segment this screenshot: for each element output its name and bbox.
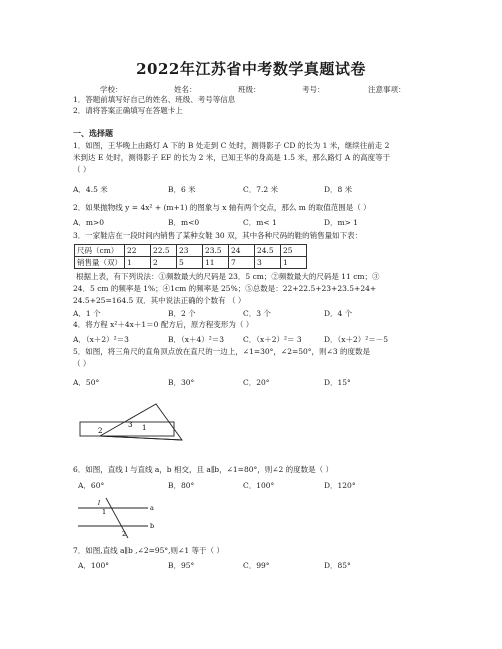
- q5-option-d: D．15°: [324, 378, 351, 387]
- q1-line3: （ ）: [73, 165, 91, 174]
- q4-option-b: B．（x＋4）²＝3: [168, 335, 225, 344]
- line-label-b: b: [150, 522, 155, 530]
- q7-stem: 7．如图,直线 a∥b ,∠2=95°,则∠1 等于（ ）: [73, 546, 224, 555]
- q1-line1: 1．如图，王华晚上由路灯 A 下的 B 处走到 C 处时，测得影子 CD 的长为 1 米，继续往前走 2: [73, 141, 390, 150]
- angle-label-3: 3: [128, 421, 133, 429]
- q2-option-a: A．m>0: [73, 218, 105, 227]
- note-2: 2．请将答案正确填写在答题卡上: [73, 106, 183, 115]
- q2-stem: 2．如果抛物线 y = 4x² + (m+1) 的图象与 x 轴有两个交点，那么 m 的取值范围是（ ）: [73, 203, 371, 212]
- q5-option-c: C．20°: [243, 378, 270, 387]
- q1-option-d: D．8 米: [324, 185, 353, 194]
- q4-option-d: D．（x＋2）²＝－5: [324, 335, 389, 344]
- note-1: 1．答题前填写好自己的姓名、班级、考号等信息: [73, 95, 236, 104]
- q5-line2: （ ）: [73, 359, 91, 368]
- q4-stem: 4．将方程 x²＋4x＋1＝0 配方后，原方程变形为（ ）: [73, 320, 254, 329]
- table-cell: 3: [255, 257, 281, 269]
- ruler-triangle-figure: [78, 400, 188, 442]
- exam-no-label: 考号：: [302, 85, 325, 94]
- name-label: 姓名：: [174, 85, 197, 94]
- angle-label-1: 1: [102, 508, 107, 516]
- table-row: [75, 257, 307, 269]
- q7-option-b: B．95°: [168, 561, 195, 570]
- angle-label-2: 2: [98, 427, 103, 435]
- table-cell: 24: [229, 245, 255, 257]
- q2-option-c: C．m< 1: [243, 218, 277, 227]
- table-cell: 5: [177, 257, 203, 269]
- table-cell: 销售量（双）: [75, 257, 125, 269]
- q1-option-a: A．4.5 米: [73, 185, 108, 194]
- q1-line2: 米到达 E 处时，测得影子 EF 的长为 2 米，已知王华的身高是 1.5 米，那么路灯 A 的高度等于: [73, 153, 391, 162]
- section-heading: 一、选择题: [73, 128, 113, 138]
- q7-option-c: C．99°: [243, 561, 270, 570]
- q2-option-d: D．m> 1: [324, 218, 359, 227]
- q5-option-a: A．50°: [73, 378, 100, 387]
- q3-line2: 24．5 cm 的频率是 1%；④1cm 的频率是 25%；⑤总数是：22+22.5+23+23.5+24+: [73, 284, 377, 293]
- q3-option-a: A．1 个: [73, 309, 101, 318]
- ruler-shape: [80, 422, 174, 436]
- q1-option-b: B．6 米: [168, 185, 196, 194]
- q7-option-a: A．100°: [78, 561, 109, 570]
- table-cell: 22.5: [151, 245, 177, 257]
- table-cell: 2: [151, 257, 177, 269]
- q3-stem: 3．一家鞋店在一段时间内销售了某种女鞋 30 双，其中各种尺码的鞋的销售量如下表：: [73, 231, 363, 240]
- q4-option-a: A．（x＋2）²＝3: [73, 335, 129, 344]
- table-cell: 23: [177, 245, 203, 257]
- q7-option-d: D．85°: [324, 561, 351, 570]
- parallel-lines-figure: [76, 496, 158, 540]
- table-cell: 1: [281, 257, 307, 269]
- table-cell: 11: [203, 257, 229, 269]
- table-cell: 尺码（cm）: [75, 245, 125, 257]
- q2-option-b: B．m<0: [168, 218, 200, 227]
- q3-option-c: C．3 个: [243, 309, 271, 318]
- table-cell: 22: [125, 245, 151, 257]
- table-row: [75, 245, 307, 257]
- q3-option-b: B．2 个: [168, 309, 196, 318]
- q3-line1: 根据上表，有下列说法：①频数最大的尺码是 23．5 cm；②频数最大的尺码是 11 cm；③: [76, 272, 380, 281]
- q6-option-a: A．60°: [78, 481, 105, 490]
- table-cell: 25: [281, 245, 307, 257]
- q3-option-d: D．4 个: [324, 309, 353, 318]
- triangle-edge: [100, 436, 182, 440]
- table-cell: 23.5: [203, 245, 229, 257]
- shoe-size-table: [74, 244, 307, 269]
- angle-label-2: 2: [122, 530, 127, 538]
- table-cell: 24.5: [255, 245, 281, 257]
- notice-label: 注意事项：: [368, 85, 406, 94]
- page-title: 2022年江苏省中考数学真题试卷: [136, 60, 366, 78]
- q6-option-c: C．100°: [243, 481, 275, 490]
- angle-label-1: 1: [142, 424, 147, 432]
- q5-option-b: B．30°: [168, 378, 195, 387]
- table-cell: 7: [229, 257, 255, 269]
- q1-option-c: C．7.2 米: [243, 185, 279, 194]
- line-label-a: a: [150, 504, 154, 512]
- school-label: 学校：: [100, 85, 123, 94]
- q3-line3: 24.5+25=164.5 双．其中说法正确的个数有 （ ）: [73, 296, 246, 305]
- q4-option-c: C．（x＋2）²＝ 3: [243, 335, 302, 344]
- class-label: 班级：: [238, 85, 261, 94]
- q5-line1: 5．如图，将三角尺的直角顶点放在直尺的一边上，∠1=30°，∠2=50°，则∠3 的度数是: [73, 347, 370, 356]
- q6-option-d: D．120°: [324, 481, 356, 490]
- table-cell: 1: [125, 257, 151, 269]
- line-label-l: l: [98, 499, 101, 507]
- q6-stem: 6．如图，直线 l 与直线 a，b 相交，且 a∥b，∠1=80°，则∠2 的度数是（ ）: [73, 465, 334, 474]
- q6-option-b: B．80°: [168, 481, 195, 490]
